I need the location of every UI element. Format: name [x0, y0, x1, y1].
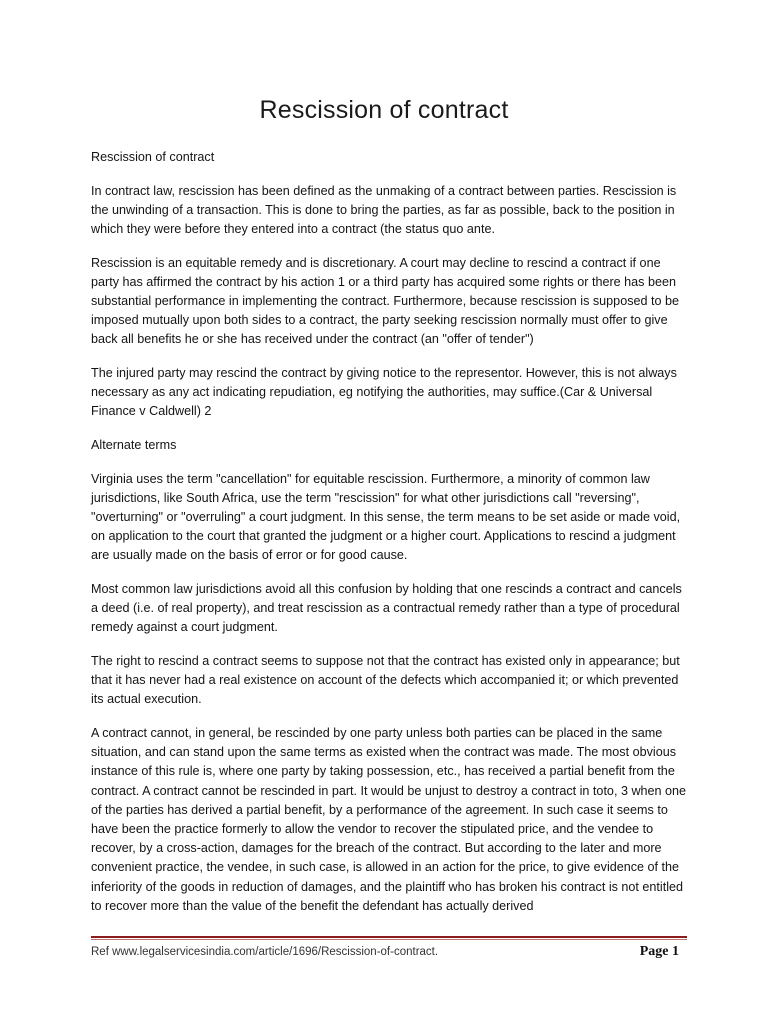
paragraph-right-to-rescind: The right to rescind a contract seems to suppose not that the contract has existed only in appearance; but that it has never had a real existence on account of the defects which accompanied it; or which prevented its actual execution. [91, 654, 680, 707]
footer-rule-thin [91, 939, 687, 940]
page-number: Page 1 [639, 944, 679, 959]
section-heading-rescission: Rescission of contract [91, 150, 215, 164]
section-heading-alternate-terms: Alternate terms [91, 438, 177, 452]
paragraph-partial-benefit: A contract cannot, in general, be rescinded by one party unless both parties can be placed in the same situation, and can stand upon the same terms as existed when the contract was made. The most obvious instance of this rule is, where one party by taking possession, etc., has received a partial benefit from the contract. A contract cannot be rescinded in part. It would be unjust to destroy a contract in toto, 3 when one of the parties has derived a partial benefit, by a performance of the agreement. In such case it seems to have been the practice formerly to allow the vendor to recover the stipulated price, and the vendee to recover, by a cross-action, damages for the breach of the contract. But according to the later and more convenient practice, the vendee, in such case, is allowed in an action for the price, to give evidence of the inferiority of the goods in reduction of damages, and the plaintiff who has broken his contract is not entitled to recover more than the value of the benefit the defendant has actually derived [91, 726, 687, 913]
paragraph-common-law: Most common law jurisdictions avoid all this confusion by holding that one rescinds a contract and cancels a deed (i.e. of real property), and treat rescission as a contractual remedy rather than a type of procedural remedy against a court judgment. [91, 582, 682, 635]
paragraph-definition: In contract law, rescission has been defined as the unmaking of a contract between parties. Rescission is the unwinding of a transaction. This is done to bring the parties, as far as possible, back to the position in which they were before they entered into a contract (the status quo ante. [91, 183, 677, 236]
paragraph-virginia: Virginia uses the term "cancellation" for equitable rescission. Furthermore, a minority of common law jurisdictions, like South Africa, use the term "rescission" for what other jurisdictions call "reversing", "overturning" or "overruling" a court judgment. In this sense, the term means to be set aside or made void, on application to the court that granted the judgment or a higher court. Applications to rescind a judgment are usually made on the basis of error or for good cause. [91, 471, 681, 563]
footer-rule [91, 936, 687, 938]
paragraph-equitable-remedy: Rescission is an equitable remedy and is discretionary. A court may decline to rescind a contract if one party has affirmed the contract by his action 1 or a third party has acquired some rights or there has been substantial performance in implementing the contract. Furthermore, because rescission is supposed to be imposed mutually upon both sides to a contract, the party seeking rescission normally must offer to give back all benefits he or she has received under the contract (an "offer of tender") [91, 255, 680, 347]
paragraph-injured-party: The injured party may rescind the contract by giving notice to the representor. However, this is not always necessary as any act indicating repudiation, eg notifying the authorities, may suffice.(Car & Universal Finance v Caldwell) 2 [91, 366, 677, 419]
footer-reference: Ref www.legalservicesindia.com/article/1696/Rescission-of-contract. [91, 946, 439, 958]
document-body [91, 148, 687, 930]
document-title: Rescission of contract [259, 96, 509, 124]
